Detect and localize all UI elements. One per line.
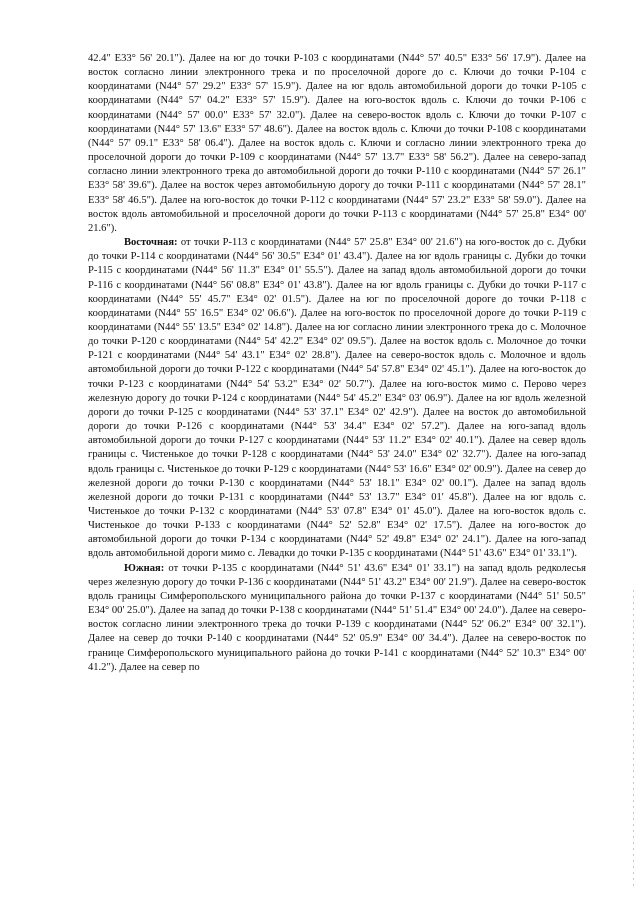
intro-paragraph: 42.4" E33° 56' 20.1"). Далее на юг до точки Р-103 с координатами (N44° 57' 40.5" E33° 56' 17.9"). Далее на восток согласно линии электронного трека и по проселочной дороге до с. Ключи до точки Р-104 с координатами (N44° 57' 29.2" E33° 57' 15.9"). Далее на юг вдоль автомобильной дороги до точки Р-105 с координатами (N44° 57' 04.2" E33° 57' 15.9"). Далее на юго-восток вдоль с. Ключи до точки Р-106 с координатами (N44° 57' 00.0" E33° 57' 32.0"). Далее на северо-восток вдоль с. Ключи до точки Р-107 с координатами (N44° 57' 13.6" E33° 57' 48.6"). Далее на восток вдоль с. Ключи до точки Р-108 с координатами (N44° 57' 09.1" E33° 58' 06.4"). Далее на восток вдоль с. Ключи и согласно линии электронного трека до проселочной дороги до точки Р-109 с координатами (N44° 57' 13.7" E33° 58' 56.2"). Далее на северо-запад согласно линии электронного трека до автомобильной дороги до точки Р-110 с координатами (N44° 57' 26.1" E33° 58' 39.6"). Далее на восток через автомобильную дорогу до точки Р-111 с координатами (N44° 57' 28.1" E33° 58' 46.5"). Далее на юго-восток до точки Р-112 с координатами (N44° 57' 23.2" E33° 58' 59.0"). Далее на восток вдоль автомобильной и проселочной дороги до точки Р-113 с координатами (N44° 57' 25.8" E34° 00' 21.6"). bbox=[88, 53, 586, 234]
south-section-title: Южная: bbox=[124, 562, 165, 574]
scan-edge-mark bbox=[633, 590, 634, 890]
document-page bbox=[88, 52, 586, 675]
east-section-text: от точки Р-113 с координатами (N44° 57' 25.8" E34° 00' 21.6") на юго-восток до с. Дубки до точки Р-114 с координатами (N44° 56' 30.5" E34° 01' 43.4"). Далее на юг вдоль границы с. Дубки до точки Р-115 с координатами (N44° 56' 11.3" E34° 01' 55.5"). Далее на запад вдоль автомобильной дороги до точки Р-116 с координатами (N44° 56' 08.8" E34° 01' 43.8"). Далее на юг вдоль границы с. Дубки до точки Р-117 с координатами (N44° 55' 45.7" E34° 02' 01.5"). Далее на юг по проселочной дороге до точки Р-118 с координатами (N44° 55' 16.5" E34° 02' 06.6"). Далее на юго-восток по проселочной дороге до точки Р-119 с координатами (N44° 55' 13.5" E34° 02' 14.8"). Далее на юг согласно линии электронного трека до с. Молочное до точки Р-120 с координатами (N44° 54' 42.2" E34° 02' 09.5"). Далее на восток вдоль с. Молочное до точки Р-121 с координатами (N44° 54' 43.1" E34° 02' 28.8"). Далее на северо-восток вдоль с. Молочное и вдоль автомобильной дороги до точки Р-122 с координатами (N44° 54' 57.8" E34° 02' 45.1"). Далее на юго-восток до точки Р-123 с координатами (N44° 54' 53.2" E34° 02' 50.7"). Далее на юго-восток мимо с. Перово через железную дорогу до точки Р-124 с координатами (N44° 54' 45.2" E34° 03' 06.9"). Далее на юг вдоль железной дороги до точки Р-125 с координатами (N44° 53' 37.1" E34° 02' 42.9"). Далее на восток до автомобильной дороги до точки Р-126 с координатами (N44° 53' 34.4" E34° 02' 57.2"). Далее на юго-запад вдоль автомобильной дороги до точки Р-127 с координатами (N44° 53' 11.2" E34° 02' 40.1"). Далее на север вдоль границы с. Чистенькое до точки Р-128 с координатами (N44° 53' 24.0" E34° 02' 32.7"). Далее на юго-запад вдоль границы с. Чистенькое до точки Р-129 с координатами (N44° 53' 16.6" E34° 02' 00.9"). Далее на север до железной дороги до точки Р-130 с координатами (N44° 53' 18.1" E34° 02' 00.1"). Далее на запад вдоль железной дороги до точки Р-131 с координатами (N44° 53' 13.7" E34° 01' 45.8"). Далее на юг вдоль с. Чистенькое до точки Р-132 с координатами (N44° 53' 07.8" E34° 01' 45.0"). Далее на юго-восток вдоль с. Чистенькое до точки Р-133 с координатами (N44° 52' 52.8" E34° 02' 17.5"). Далее на юго-восток до автомобильной дороги до точки Р-134 с координатами (N44° 52' 49.8" E34° 02' 24.1"). Далее на юго-запад вдоль автомобильной дороги мимо с. Левадки до точки Р-135 с координатами (N44° 51' 43.6" E34° 01' 33.1"). bbox=[88, 237, 586, 560]
south-section-text: от точки Р-135 с координатами (N44° 51' 43.6" E34° 01' 33.1") на запад вдоль редколесья через железную дорогу до точки Р-136 с координатами (N44° 51' 43.2" E34° 00' 21.9"). Далее на северо-восток вдоль границы Симферопольского муниципального района до точки Р-137 с координатами (N44° 51' 50.5" E34° 00' 25.0"). Далее на запад до точки Р-138 с координатами (N44° 51' 51.4" E34° 00' 24.0"). Далее на северо-восток согласно линии электронного трека до точки Р-139 с координатами (N44° 52' 06.2" E34° 00' 32.1"). Далее на север до точки Р-140 с координатами (N44° 52' 05.9" E34° 00' 34.4"). Далее на северо-восток по границе Симферопольского муниципального района до точки Р-141 с координатами (N44° 52' 10.3" E34° 00' 41.2"). Далее на север по bbox=[88, 562, 586, 673]
south-section-paragraph bbox=[88, 562, 586, 675]
east-section-paragraph bbox=[88, 236, 586, 562]
east-section-title: Восточная: bbox=[124, 237, 178, 249]
